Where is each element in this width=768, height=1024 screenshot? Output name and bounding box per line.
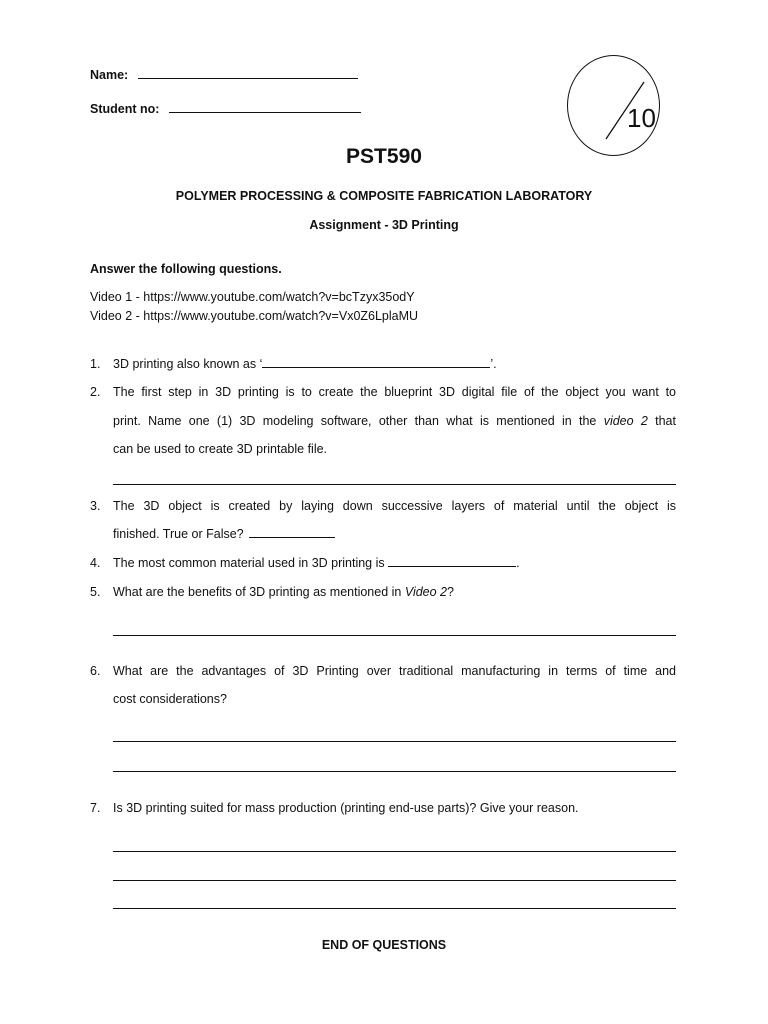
q2-line-2-after: that [647, 414, 676, 428]
course-code: PST590 [346, 145, 422, 168]
q4-before: The most common material used in 3D printing is [113, 556, 389, 570]
q4-number: 4. [90, 556, 101, 570]
q4-after: . [516, 556, 520, 570]
q6-answer-line-1[interactable] [113, 741, 676, 742]
video-1-link[interactable]: Video 1 - https://www.youtube.com/watch?v=bcTzyx35odY [90, 290, 415, 304]
name-label: Name: [90, 68, 129, 82]
q2-line-3: can be used to create 3D printable file. [113, 442, 328, 456]
q7-answer-line-2[interactable] [113, 880, 676, 881]
q5-text [113, 585, 454, 599]
q2-line-2 [113, 414, 676, 428]
q5-answer-line[interactable] [113, 635, 676, 636]
q1-number: 1. [90, 357, 101, 371]
grade-slash [0, 0, 768, 200]
q1-before: 3D printing also known as ‘ [113, 357, 263, 371]
grade-total: 10 [627, 103, 656, 133]
q5-after: ? [447, 585, 454, 599]
q7-number: 7. [90, 801, 101, 815]
q3-number: 3. [90, 499, 101, 513]
q1-after: ’. [490, 357, 497, 371]
q6-line-2: cost considerations? [113, 692, 227, 706]
q2-line-2-before: print. Name one (1) 3D modeling software, other than what is mentioned in the [113, 414, 604, 428]
q2-line-1: The first step in 3D printing is to create the blueprint 3D digital file of the object you want to [113, 385, 676, 399]
q6-line-1: What are the advantages of 3D Printing over traditional manufacturing in terms of time and [113, 664, 676, 678]
q2-answer-line[interactable] [113, 484, 676, 485]
q6-number: 6. [90, 664, 101, 678]
q7-answer-line-3[interactable] [113, 908, 676, 909]
q5-number: 5. [90, 585, 101, 599]
q2-line-2-italic: video 2 [603, 414, 648, 428]
q3-line-1: The 3D object is created by laying down successive layers of material until the object is [113, 499, 676, 513]
lab-title: POLYMER PROCESSING & COMPOSITE FABRICATION LABORATORY [175, 189, 593, 203]
q5-italic: Video 2 [404, 585, 448, 599]
q3-line-2 [113, 527, 335, 541]
q3-answer-blank[interactable] [249, 536, 335, 538]
q7-text: Is 3D printing suited for mass production (printing end-use parts)? Give your reason. [113, 801, 579, 815]
q4-answer-blank[interactable] [388, 565, 516, 567]
assignment-title: Assignment - 3D Printing [309, 218, 459, 232]
q5-before: What are the benefits of 3D printing as mentioned in [113, 585, 405, 599]
q2-number: 2. [90, 385, 101, 399]
q6-answer-line-2[interactable] [113, 771, 676, 772]
q1-text [113, 357, 497, 371]
q7-answer-line-1[interactable] [113, 851, 676, 852]
q3-line-2-text: finished. True or False? [113, 527, 244, 541]
q4-text [113, 556, 520, 570]
q1-answer-blank[interactable] [262, 366, 490, 368]
end-of-questions: END OF QUESTIONS [321, 938, 447, 952]
video-2-link[interactable]: Video 2 - https://www.youtube.com/watch?v=Vx0Z6LplaMU [90, 309, 419, 323]
student-no-label: Student no: [90, 102, 160, 116]
instructions: Answer the following questions. [90, 262, 282, 276]
